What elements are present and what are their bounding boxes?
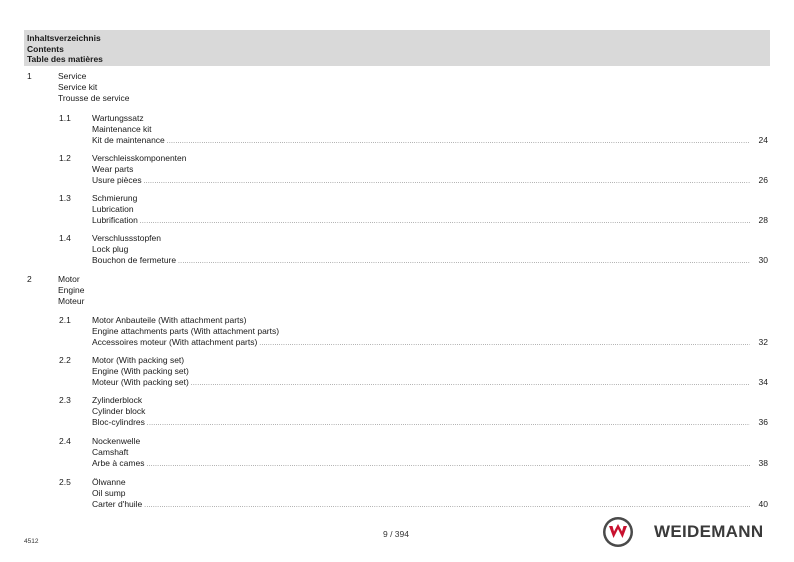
- section-number: 1.3: [59, 193, 71, 203]
- chapter-title-en: Engine: [58, 285, 85, 295]
- page-reference[interactable]: 38: [758, 458, 768, 468]
- section-title-en: Maintenance kit: [92, 124, 152, 134]
- page-indicator: 9 / 394: [383, 529, 409, 539]
- section-number: 2.4: [59, 436, 71, 446]
- section-number: 2.5: [59, 477, 71, 487]
- section-title-fr: Bouchon de fermeture: [92, 255, 177, 265]
- section-title-de: Verschlussstopfen: [92, 233, 161, 243]
- section-title-en: Oil sump: [92, 488, 126, 498]
- dot-leader: [259, 337, 750, 350]
- section-number: 1.4: [59, 233, 71, 243]
- section-leader-row: [92, 337, 768, 348]
- chapter-number: 2: [27, 274, 32, 284]
- page-reference[interactable]: 24: [758, 135, 768, 145]
- toc-title-de: Inhaltsverzeichnis: [27, 33, 101, 43]
- section-title-fr: Arbe à cames: [92, 458, 145, 468]
- page-reference[interactable]: 32: [758, 337, 768, 347]
- page-reference[interactable]: 40: [758, 499, 768, 509]
- section-leader-row: [92, 175, 768, 186]
- chapter-title-fr: Trousse de service: [58, 93, 130, 103]
- section-title-fr: Lubrification: [92, 215, 138, 225]
- page-reference[interactable]: 34: [758, 377, 768, 387]
- section-title-en: Lubrication: [92, 204, 134, 214]
- section-leader-row: [92, 499, 768, 510]
- chapter-title-en: Service kit: [58, 82, 98, 92]
- section-title-de: Verschleisskomponenten: [92, 153, 187, 163]
- page-reference[interactable]: 26: [758, 175, 768, 185]
- section-title-de: Nockenwelle: [92, 436, 141, 446]
- chapter-number: 1: [27, 71, 32, 81]
- toc-title-fr: Table des matières: [27, 54, 103, 64]
- section-title-en: Camshaft: [92, 447, 129, 457]
- section-title-en: Engine attachments parts (With attachment parts): [92, 326, 280, 336]
- dot-leader: [140, 215, 750, 228]
- weidemann-logo-icon: [602, 516, 634, 548]
- section-title-de: Zylinderblock: [92, 395, 143, 405]
- section-title-en: Engine (With packing set): [92, 366, 189, 376]
- section-title-de: Schmierung: [92, 193, 138, 203]
- section-leader-row: [92, 135, 768, 146]
- section-title-de: Motor (With packing set): [92, 355, 185, 365]
- page-reference[interactable]: 36: [758, 417, 768, 427]
- dot-leader: [147, 417, 750, 430]
- document-code: 4512: [24, 538, 39, 545]
- section-title-fr: Bloc-cylindres: [92, 417, 145, 427]
- section-title-fr: Carter d'huile: [92, 499, 143, 509]
- section-leader-row: [92, 255, 768, 266]
- dot-leader: [178, 255, 750, 268]
- section-number: 1.2: [59, 153, 71, 163]
- section-title-fr: Moteur (With packing set): [92, 377, 189, 387]
- page-reference[interactable]: 28: [758, 215, 768, 225]
- section-number: 2.1: [59, 315, 71, 325]
- section-title-fr: Accessoires moteur (With attachment parts): [92, 337, 258, 347]
- toc-title-en: Contents: [27, 43, 64, 54]
- section-number: 2.3: [59, 395, 71, 405]
- dot-leader: [167, 135, 750, 148]
- chapter-title-de: Motor: [58, 274, 80, 284]
- section-title-en: Cylinder block: [92, 406, 146, 416]
- section-leader-row: [92, 215, 768, 226]
- section-title-fr: Usure pièces: [92, 175, 142, 185]
- section-leader-row: [92, 417, 768, 428]
- section-number: 1.1: [59, 113, 71, 123]
- section-leader-row: [92, 458, 768, 469]
- section-number: 2.2: [59, 355, 71, 365]
- dot-leader: [144, 175, 750, 188]
- dot-leader: [144, 499, 750, 512]
- section-title-de: Ölwanne: [92, 477, 126, 487]
- brand-name: WEIDEMANN: [654, 522, 764, 541]
- dot-leader: [191, 377, 750, 390]
- section-title-fr: Kit de maintenance: [92, 135, 165, 145]
- section-title-de: Wartungssatz: [92, 113, 144, 123]
- chapter-title-fr: Moteur: [58, 296, 85, 306]
- section-title-en: Lock plug: [92, 244, 129, 254]
- section-title-en: Wear parts: [92, 164, 134, 174]
- section-title-de: Motor Anbauteile (With attachment parts): [92, 315, 247, 325]
- chapter-title-de: Service: [58, 71, 87, 81]
- section-leader-row: [92, 377, 768, 388]
- dot-leader: [146, 458, 750, 471]
- page-reference[interactable]: 30: [758, 255, 768, 265]
